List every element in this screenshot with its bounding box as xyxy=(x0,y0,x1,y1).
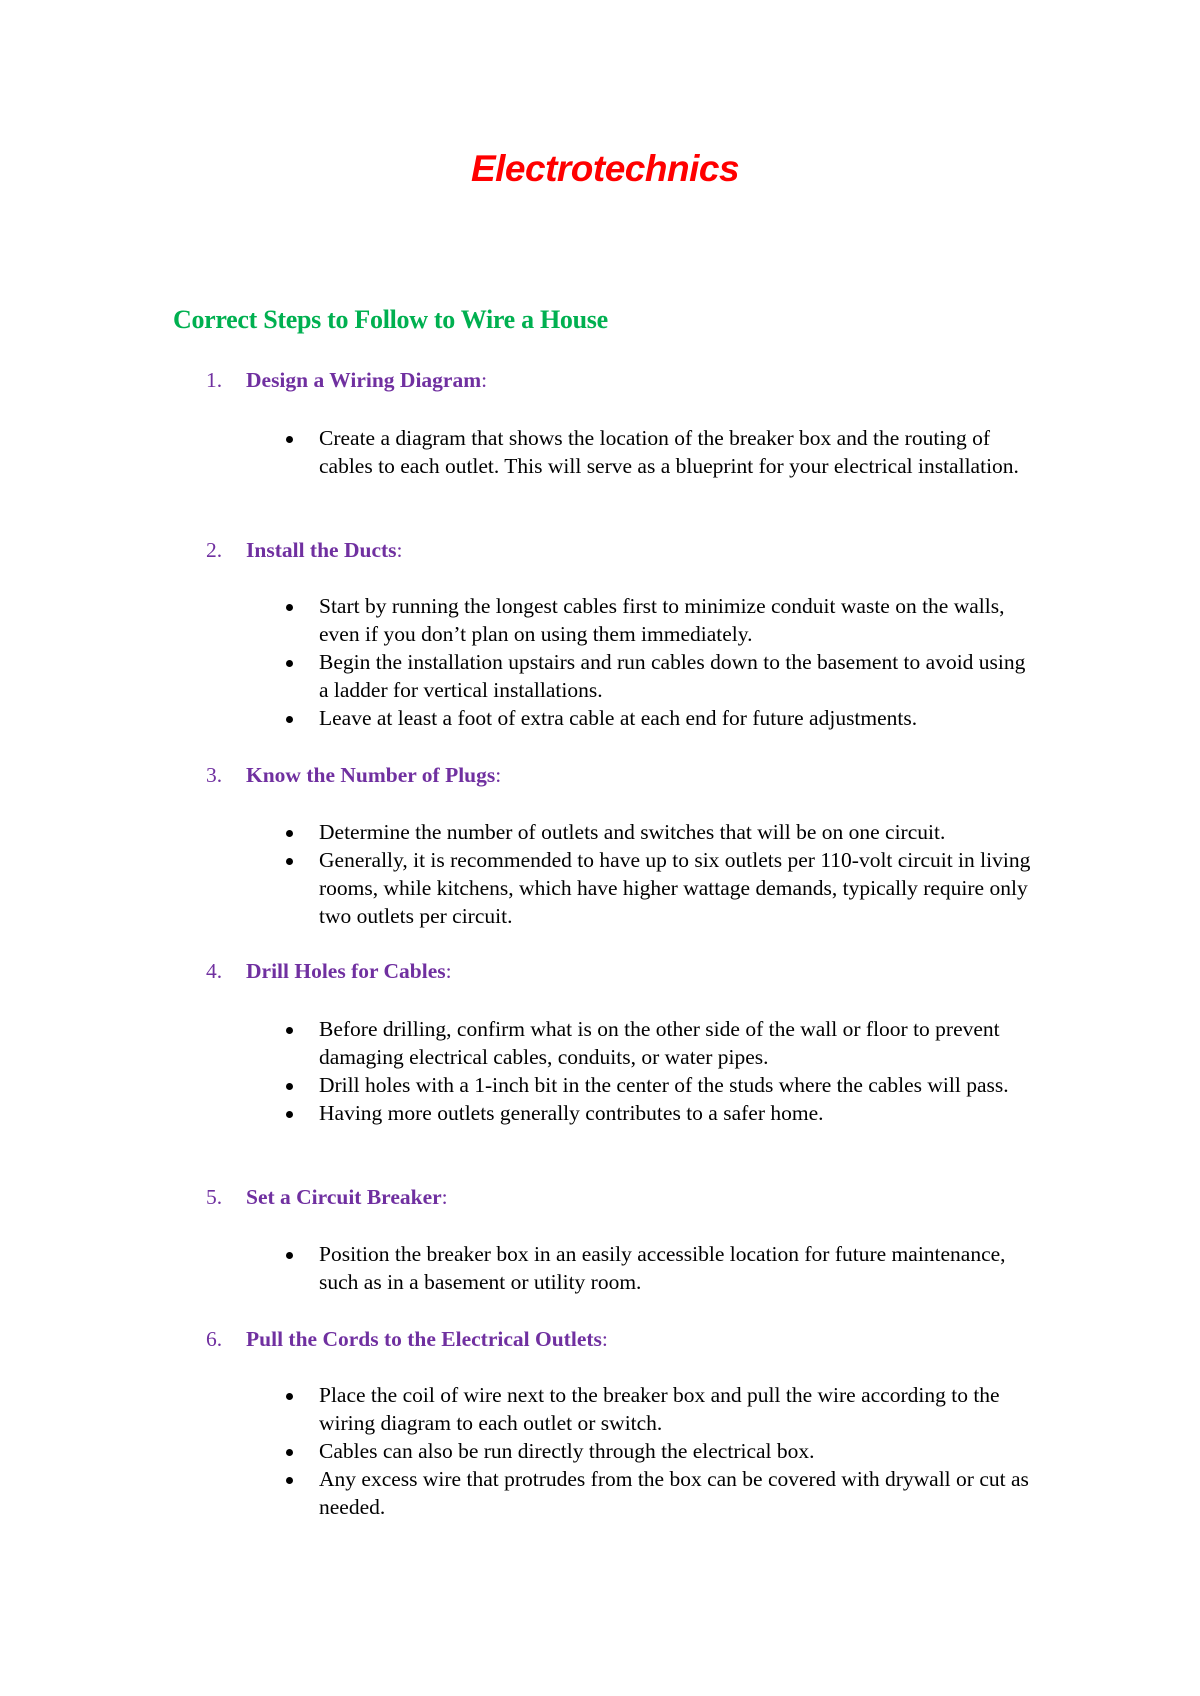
bullet-icon xyxy=(286,660,293,667)
step-colon: : xyxy=(396,538,403,562)
list-item xyxy=(286,1071,1036,1099)
step-number: 4. xyxy=(206,959,223,983)
list-item xyxy=(286,592,1036,648)
step-label: Set a Circuit Breaker xyxy=(246,1185,442,1209)
bullet-list xyxy=(286,1381,1036,1521)
bullet-text: Position the breaker box in an easily accessible location for future maintenance, such as in a basement or utility room. xyxy=(319,1242,1006,1294)
bullet-icon xyxy=(286,1027,293,1034)
step-heading xyxy=(206,957,452,985)
list-item xyxy=(286,1015,1036,1071)
bullet-icon xyxy=(286,1111,293,1118)
bullet-icon xyxy=(286,1083,293,1090)
step-heading xyxy=(206,1183,448,1211)
section-heading: Correct Steps to Follow to Wire a House xyxy=(173,305,608,334)
list-item xyxy=(286,648,1036,704)
bullet-text: Begin the installation upstairs and run cables down to the basement to avoid using a ladder for vertical installations. xyxy=(319,650,1026,702)
bullet-icon xyxy=(286,436,293,443)
bullet-text: Leave at least a foot of extra cable at each end for future adjustments. xyxy=(319,706,918,730)
step-label: Install the Ducts xyxy=(246,538,397,562)
document-title: Electrotechnics xyxy=(470,148,740,189)
list-item xyxy=(286,1099,1036,1127)
step-heading xyxy=(206,366,487,394)
bullet-text: Generally, it is recommended to have up to six outlets per 110-volt circuit in living rooms, while kitchens, which have higher wattage demands, typically require only two outlets per circuit. xyxy=(319,848,1031,928)
step-label: Pull the Cords to the Electrical Outlets xyxy=(246,1327,602,1351)
list-item xyxy=(286,704,1036,732)
bullet-text: Any excess wire that protrudes from the box can be covered with drywall or cut as needed. xyxy=(319,1467,1029,1519)
step-colon: : xyxy=(441,1185,448,1209)
bullet-text: Before drilling, confirm what is on the other side of the wall or floor to prevent damaging electrical cables, conduits, or water pipes. xyxy=(319,1017,1000,1069)
bullet-text: Create a diagram that shows the location of the breaker box and the routing of cables to each outlet. This will serve as a blueprint for your electrical installation. xyxy=(319,426,1019,478)
step-colon: : xyxy=(495,763,502,787)
step-colon: : xyxy=(445,959,452,983)
bullet-text: Cables can also be run directly through the electrical box. xyxy=(319,1439,815,1463)
bullet-text: Place the coil of wire next to the breaker box and pull the wire according to the wiring diagram to each outlet or switch. xyxy=(319,1383,1000,1435)
step-heading xyxy=(206,1325,608,1353)
bullet-text: Drill holes with a 1-inch bit in the center of the studs where the cables will pass. xyxy=(319,1073,1009,1097)
bullet-icon xyxy=(286,1393,293,1400)
list-item xyxy=(286,1240,1036,1296)
list-item xyxy=(286,1437,1036,1465)
step-number: 6. xyxy=(206,1327,223,1351)
step-number: 2. xyxy=(206,538,223,562)
bullet-text: Having more outlets generally contributes to a safer home. xyxy=(319,1101,824,1125)
step-label: Drill Holes for Cables xyxy=(246,959,446,983)
step-label: Know the Number of Plugs xyxy=(246,763,496,787)
bullet-list xyxy=(286,424,1036,480)
bullet-icon xyxy=(286,604,293,611)
bullet-icon xyxy=(286,858,293,865)
bullet-list xyxy=(286,1240,1036,1296)
bullet-list xyxy=(286,818,1036,930)
step-heading xyxy=(206,536,403,564)
list-item xyxy=(286,424,1036,480)
list-item xyxy=(286,818,1036,846)
bullet-list xyxy=(286,592,1036,732)
step-number: 3. xyxy=(206,763,223,787)
bullet-text: Start by running the longest cables first to minimize conduit waste on the walls, even if you don’t plan on using them immediately. xyxy=(319,594,1005,646)
bullet-icon xyxy=(286,1477,293,1484)
step-colon: : xyxy=(601,1327,608,1351)
list-item xyxy=(286,1381,1036,1437)
list-item xyxy=(286,1465,1036,1521)
bullet-text: Determine the number of outlets and switches that will be on one circuit. xyxy=(319,820,946,844)
bullet-list xyxy=(286,1015,1036,1127)
step-label: Design a Wiring Diagram xyxy=(246,368,482,392)
step-heading xyxy=(206,761,501,789)
bullet-icon xyxy=(286,1252,293,1259)
step-number: 1. xyxy=(206,368,223,392)
bullet-icon xyxy=(286,830,293,837)
list-item xyxy=(286,846,1036,930)
step-colon: : xyxy=(481,368,488,392)
bullet-icon xyxy=(286,716,293,723)
step-number: 5. xyxy=(206,1185,223,1209)
bullet-icon xyxy=(286,1449,293,1456)
